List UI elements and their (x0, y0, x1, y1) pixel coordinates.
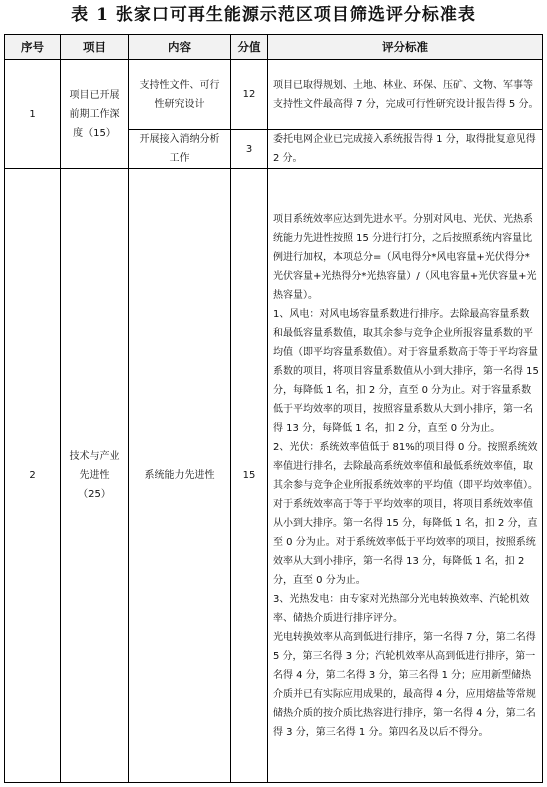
row-1b-content: 开展接入消纳分析工作 (129, 130, 231, 169)
criteria-intro: 项目系统效率应达到先进水平。分别对风电、光伏、光热系统能力先进性按照 15 分进行打分，之后按照系统内容量比例进行加权，本项总分=（风电得分*风电容量+光伏得分*光伏容量+光热得分*光热容量）/（风电容量+光伏容量+光热容量）。 (273, 213, 537, 301)
header-content: 内容 (129, 35, 231, 60)
header-row (5, 35, 543, 60)
header-no: 序号 (5, 35, 61, 60)
row-1b-criteria: 委托电网企业已完成接入系统报告得 1 分，取得批复意见得 2 分。 (268, 130, 543, 169)
criteria-csp-detail: 光电转换效率从高到低进行排序，第一名得 7 分，第二名得 5 分，第三名得 3 分；汽轮机效率从高到低进行排序，第一名得 4 分，第二名得 3 分，第三名得 1 分；应用新型储热介质并已有实际应用成果的，最高得 4 分，应用熔盐等常规储热介质的按介质比热容进行排序，第一名得 4 分，第二名得 3 分，第三名得 1 分。第四名及以后不得分。 (273, 631, 536, 738)
table-row (5, 60, 543, 130)
row-2-content: 系统能力先进性 (129, 169, 231, 783)
criteria-csp: 3、光热发电：由专家对光热部分光电转换效率、汽轮机效率、储热介质进行排序评分。 (273, 593, 530, 624)
criteria-pv: 2、光伏：系统效率值低于 81%的项目得 0 分。按照系统效率值进行排名，去除最高系统效率值和最低系统效率值，取其余参与竞争企业所报系统效率的平均值（即平均效率值）。对于系统效率高于等于平均效率的项目，将项目系统效率值从小到大排序。第一名得 15 分，每降低 1 名，扣 2 分，直至 0 分为止。对于系统效率低于平均效率的项目，按照系统效率从大到小排序，第一名得 13 分，每降低 1 名，扣 2 分，直至 0 分为止。 (273, 441, 538, 586)
scoring-table (4, 34, 543, 783)
row-1-item: 项目已开展前期工作深度（15） (61, 60, 129, 169)
row-2-no: 2 (5, 169, 61, 783)
table-title: 表 1 张家口可再生能源示范区项目筛选评分标准表 (71, 5, 476, 25)
header-score: 分值 (231, 35, 268, 60)
row-1-no: 1 (5, 60, 61, 169)
table-row (5, 169, 543, 783)
row-1b-score: 3 (231, 130, 268, 169)
row-2-score: 15 (231, 169, 268, 783)
criteria-wind: 1、风电：对风电场容量系数进行排序。去除最高容量系数和最低容量系数值，取其余参与竞争企业所报容量系数的平均值（即平均容量系数值）。对于容量系数高于等于平均容量系数的项目，将项目容量系数值从小到大排序，第一名得 15 分，每降低 1 名，扣 2 分，直至 0 分为止。对于容量系数低于平均效率的项目，按照容量系数从大到小排序，第一名得 13 分，每降低 1 名，扣 2 分，直至 0 分为止。 (273, 308, 539, 434)
row-2-item: 技术与产业先进性（25） (61, 169, 129, 783)
header-criteria: 评分标准 (268, 35, 543, 60)
row-1a-criteria: 项目已取得规划、土地、林业、环保、压矿、文物、军事等支持性文件最高得 7 分，完成可行性研究设计报告得 5 分。 (268, 60, 543, 130)
row-1a-content: 支持性文件、可行性研究设计 (129, 60, 231, 130)
header-item: 项目 (61, 35, 129, 60)
row-2-criteria (268, 169, 543, 783)
row-1a-score: 12 (231, 60, 268, 130)
